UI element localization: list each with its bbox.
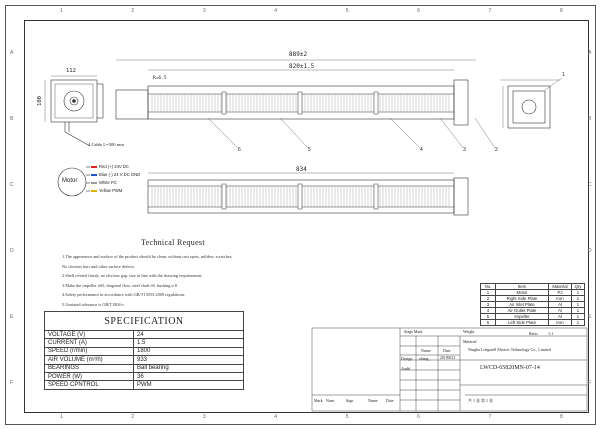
wire-text: Blue (-) 24 V DC GND: [99, 172, 141, 177]
wire-label: [91, 164, 129, 169]
spec-label: BEARINGS: [45, 364, 134, 372]
parts-cell: Al: [549, 302, 572, 308]
frame-tick-row-C: C: [10, 182, 14, 188]
frame-tick-col-8: 8: [560, 414, 563, 420]
wire-text: Yellow PWM: [99, 188, 123, 193]
parts-cell: Air Outlet Plate: [496, 308, 549, 314]
frame-tick-col-7: 7: [488, 414, 492, 420]
parts-cell: 1: [572, 302, 585, 308]
tech-request-line: 3.Make the impeller ö65, diagonal flow, steel shaft ö8, bushing ø 8: [62, 282, 177, 288]
wire-color-swatch: [91, 174, 97, 176]
ratio-label: Ratio: [529, 331, 538, 336]
frame-tick-col-3: 3: [202, 8, 206, 14]
frame-tick-col-1: 1: [60, 8, 63, 14]
wire-label: [91, 172, 140, 177]
spec-label: POWER (W): [45, 372, 134, 380]
stage-mark-label: Stage Mark: [404, 329, 423, 334]
parts-cell: 1: [481, 290, 496, 296]
audit-label: Audit: [401, 366, 411, 371]
parts-cell: Motor: [496, 290, 549, 296]
parts-header-cell: Qty: [572, 284, 585, 290]
frame-tick-col-1: 1: [60, 414, 63, 420]
parts-cell: Air Inlet Plate: [496, 302, 549, 308]
spec-row: [45, 364, 244, 372]
frame-tick-row-D: D: [10, 248, 14, 254]
sheet-info: 共 1 张 第 1 张: [468, 398, 493, 403]
side-view: [51, 80, 103, 146]
spec-label: CURRENT (A): [45, 339, 134, 347]
parts-cell: 2: [481, 296, 496, 302]
parts-cell: Right Side Plate: [496, 296, 549, 302]
designer-name: zhang: [419, 356, 429, 361]
bottom-blade-stripes: [152, 184, 449, 209]
spec-value: 36: [134, 372, 244, 380]
frame-tick-col-3: 3: [202, 414, 206, 420]
design-date: 20190612: [440, 356, 456, 360]
radius-label: R=6.5: [153, 76, 167, 81]
dim-total-length: 889±2: [289, 51, 308, 58]
parts-list: [480, 283, 585, 326]
frame-tick-col-2: 2: [131, 414, 135, 420]
parts-header-cell: No.: [481, 284, 496, 290]
specification-table: [44, 311, 244, 390]
frame-tick-row-B: B: [588, 116, 592, 122]
spec-label: VOLTAGE (V): [45, 331, 134, 339]
frame-tick-col-6: 6: [417, 8, 420, 14]
parts-cell: 1: [572, 320, 585, 326]
motor-label: Motor: [62, 178, 78, 184]
spec-row: [45, 356, 244, 364]
spec-row: [45, 372, 244, 380]
drawing-number: LWCD-65820MN-07-14: [480, 365, 540, 371]
spec-row: [45, 331, 244, 339]
support-ring: [374, 92, 378, 114]
parts-cell: Impeller: [496, 314, 549, 320]
spec-value: Ball bearing: [134, 364, 244, 372]
spec-title: SPECIFICATION: [45, 312, 244, 331]
parts-cell: Al: [549, 314, 572, 320]
parts-header-cell: Item: [496, 284, 549, 290]
parts-cell: 1: [572, 308, 585, 314]
scale-value: 1:1: [548, 331, 554, 336]
wire-color-swatch: [91, 182, 97, 184]
frame-tick-row-D: D: [588, 248, 592, 254]
title-block-bottom-label: Sign: [346, 398, 354, 403]
parts-cell: 5: [481, 314, 496, 320]
title-block-bottom-label: Num: [326, 398, 334, 403]
callout-3: 3: [463, 147, 466, 153]
company-name: Ningbo Longwell Electric Technology Co., Limited: [468, 347, 551, 352]
parts-cell: Left Side Plate: [496, 320, 549, 326]
frame-tick-col-8: 8: [560, 8, 563, 14]
tech-request-line: 4.Safety performance in accordance with GB/T13953-2008 regulations.: [62, 292, 186, 297]
spec-value: 24: [134, 331, 244, 339]
callout-4: 4: [420, 147, 423, 153]
tech-request-line: 1.The appearance and surface of the product should be clean, without rust spots, mildew, scratches,: [62, 254, 233, 259]
wire-color-swatch: [91, 166, 97, 168]
frame-tick-row-A: A: [10, 50, 14, 56]
support-ring: [298, 184, 302, 209]
spec-label: AIR VOLUME (m³/h): [45, 356, 134, 364]
frame-tick-row-A: A: [588, 50, 592, 56]
parts-cell: 1: [572, 314, 585, 320]
parts-cell: PJ: [549, 290, 572, 296]
top-blade-stripes: [152, 92, 449, 114]
support-ring: [298, 92, 302, 114]
frame-tick-col-7: 7: [488, 8, 492, 14]
frame-tick-row-F: F: [10, 380, 14, 386]
date-header: Date: [443, 348, 451, 353]
parts-cell: 6: [481, 320, 496, 326]
parts-header-cell: Material: [549, 284, 572, 290]
callout-2: 2: [495, 147, 498, 153]
dim-side-width: 112: [66, 68, 76, 74]
callout-1: 1: [562, 72, 565, 78]
tech-request-title: Technical Request: [141, 238, 205, 247]
wire-label: [91, 188, 122, 193]
tech-request-line: 2.Shell riveted firmly, no obvious gap, size in line with the drawing requirements.: [62, 273, 203, 278]
frame-tick-col-2: 2: [131, 8, 135, 14]
support-ring: [222, 92, 226, 114]
spec-value: 1800: [134, 347, 244, 355]
frame-tick-col-5: 5: [345, 414, 349, 420]
frame-tick-row-C: C: [588, 182, 592, 188]
spec-row: [45, 347, 244, 355]
right-side-view: [500, 80, 560, 128]
wire-color-swatch: [91, 190, 97, 192]
wire-text: Red (+) 24V DC: [99, 164, 129, 169]
spec-value: 933: [134, 356, 244, 364]
material-label: Material: [463, 339, 477, 344]
parts-row: [481, 320, 585, 326]
frame-tick-row-E: E: [10, 314, 14, 320]
name-header: Name: [421, 348, 431, 353]
spec-row: [45, 381, 244, 389]
title-block-bottom-label: Mark: [314, 398, 323, 403]
spec-label: SPEED CPNTROL: [45, 381, 134, 389]
spec-value: 1.5: [134, 339, 244, 347]
parts-cell: 3: [481, 302, 496, 308]
support-ring: [374, 184, 378, 209]
frame-tick-col-6: 6: [417, 414, 420, 420]
frame-tick-col-4: 4: [274, 8, 278, 14]
parts-cell: 4: [481, 308, 496, 314]
frame-tick-row-B: B: [10, 116, 14, 122]
title-block-bottom-label: Name: [368, 398, 378, 403]
dim-body-length: 820±1.5: [289, 63, 315, 70]
dim-bottom-length: 834: [296, 166, 307, 173]
parts-cell: Iron: [549, 296, 572, 302]
support-ring: [222, 184, 226, 209]
design-label: Design: [401, 356, 413, 361]
wire-text: White FG: [99, 180, 117, 185]
dim-side-height: 100: [36, 96, 43, 106]
callout-6: 6: [238, 147, 241, 153]
parts-cell: Al: [549, 308, 572, 314]
spec-label: SPEED (r/min): [45, 347, 134, 355]
weight-label: Weight: [463, 329, 475, 334]
parts-cell: 1: [572, 290, 585, 296]
frame-tick-row-E: E: [588, 314, 592, 320]
title-block-bottom-label: Date: [386, 398, 394, 403]
tech-request-line: No obvious burr and other surface defects.: [62, 263, 136, 269]
spec-value: PWM: [134, 381, 244, 389]
cable-label: 4 Cable L=500 mm: [88, 142, 124, 147]
frame-tick-col-5: 5: [345, 8, 349, 14]
spec-row: [45, 339, 244, 347]
tech-request-line: 5.Unstated tolerance is GB/T1804-c.: [62, 301, 126, 307]
frame-tick-col-4: 4: [274, 414, 278, 420]
parts-cell: 1: [572, 296, 585, 302]
wire-label: [91, 180, 117, 185]
callout-5: 5: [308, 147, 311, 153]
frame-tick-row-F: F: [588, 380, 592, 386]
parts-cell: Iron: [549, 320, 572, 326]
